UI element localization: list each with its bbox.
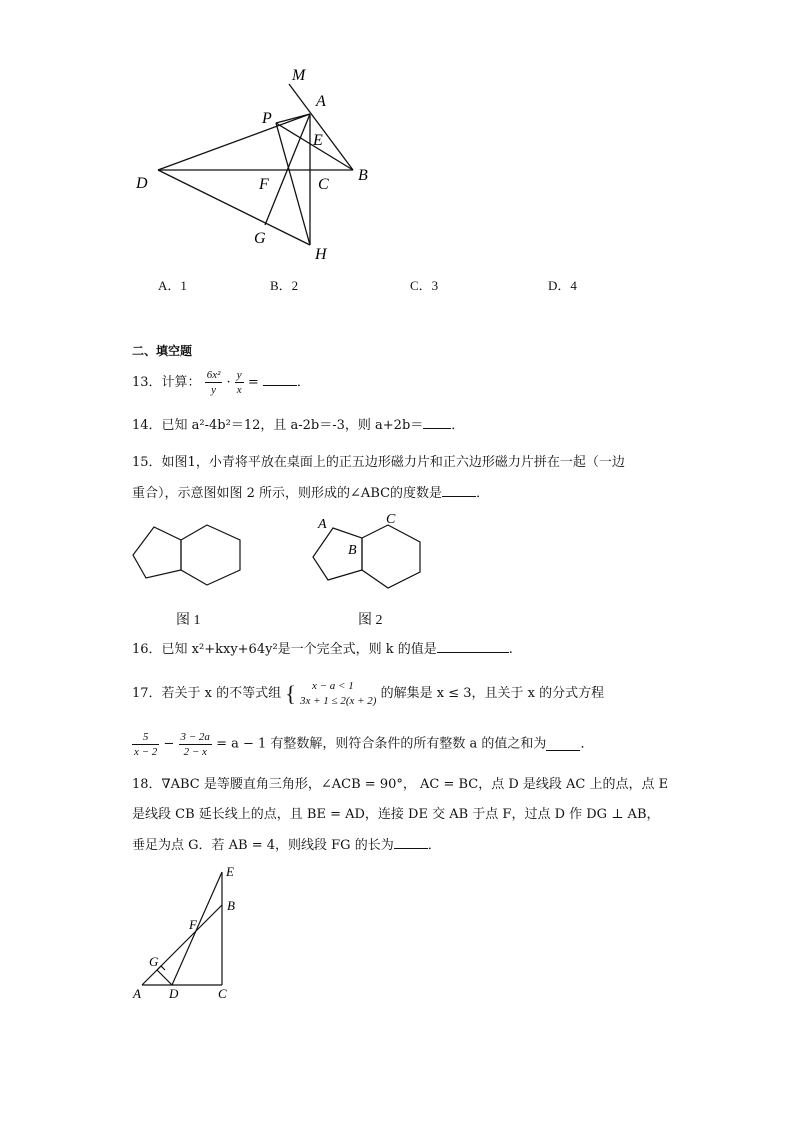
fig18-label-B: B (227, 898, 235, 913)
option-b: B．2 (270, 278, 299, 293)
question-14: 14．已知 a²-4b²＝12，且 a-2b＝-3，则 a+2b＝ ． (132, 418, 465, 433)
figure-1-caption: 图 1 (176, 613, 201, 628)
label-E: E (313, 132, 323, 149)
label-D: D (136, 175, 148, 192)
inequality-system: x − a < 1 3x + 1 ≤ 2(x + 2) (299, 680, 377, 707)
figure-2-caption: 图 2 (358, 613, 383, 628)
question-18-line-1: 18．∇ABC 是等腰直角三角形，∠ACB = 90°， AC = BC，点 D 是线段 AC 上的点，点 E (132, 777, 669, 792)
question-18-line-3: 垂足为点 G．若 AB = 4，则线段 FG 的长为 ． (132, 838, 441, 853)
fraction-3-2a: $\frac{3 - 2a}{2 - x}$ (180, 731, 210, 758)
answer-blank[interactable] (394, 836, 428, 849)
option-a: A．1 (158, 278, 187, 293)
fig18-label-E: E (226, 864, 234, 879)
label-F: F (259, 176, 269, 193)
fraction-1: $\frac{\text{6x²}}{y}$ (206, 369, 221, 396)
section-title: 二、填空题 (132, 344, 193, 358)
label-H: H (315, 246, 327, 263)
pentagon-hexagon-figure-1 (125, 515, 255, 605)
answer-blank[interactable] (546, 738, 580, 751)
label-P: P (262, 110, 272, 127)
answer-blank[interactable] (437, 640, 509, 653)
question-18-line-2: 是线段 CB 延长线上的点，且 BE = AD，连接 DE 交 AB 于点 F，过点 D 作 DG ⊥ AB， (132, 807, 660, 822)
fig2-label-A: A (318, 517, 327, 532)
question-17-line-2: $\frac{5}{x - 2}$ − $\frac{3 - 2a}{2 - x}$ = a − 1 有整数解，则符合条件的所有整数 a 的值之和为 ． (134, 731, 594, 758)
question-16: 16．已知 x²+kxy+64y²是一个完全式，则 k 的值是 . (132, 642, 513, 657)
right-triangle-figure (128, 860, 248, 1005)
fraction-5: $\frac{5}{x - 2}$ (134, 731, 158, 758)
geometry-figure-1 (125, 60, 385, 270)
fig18-label-C: C (218, 986, 227, 1001)
label-B: B (358, 167, 368, 184)
question-15-line-2: 重合），示意图如图 2 所示，则形成的∠ABC的度数是 ． (132, 486, 490, 501)
answer-blank[interactable] (423, 416, 451, 429)
option-c: C．3 (410, 278, 439, 293)
fig2-label-C: C (386, 512, 396, 527)
answer-blank[interactable] (263, 373, 297, 386)
fig18-label-A: A (133, 986, 141, 1001)
label-C: C (318, 176, 329, 193)
pentagon-hexagon-figure-2 (305, 508, 435, 606)
label-A: A (316, 93, 326, 110)
fig18-label-F: F (189, 917, 197, 932)
label-G: G (254, 230, 266, 247)
question-17-line-1: 17．若关于 x 的不等式组 { x − a < 1 3x + 1 ≤ 2(x + 2) 的解集是 x ≤ 3，且关于 x 的分式方程 (132, 680, 605, 707)
fig18-label-G: G (149, 954, 159, 969)
fig2-label-B: B (348, 543, 357, 558)
option-d: D．4 (548, 278, 577, 293)
question-13: 13．计算： $\frac{\text{6x²}}{y}$ · $\frac{y}{x}$ = ． (132, 369, 310, 396)
question-15-line-1: 15．如图1，小青将平放在桌面上的正五边形磁力片和正六边形磁力片拼在一起（一边 (132, 455, 625, 470)
fig18-label-D: D (169, 986, 179, 1001)
answer-blank[interactable] (442, 484, 476, 497)
label-M: M (292, 67, 306, 84)
fraction-2: $\frac{y}{x}$ (236, 369, 242, 396)
